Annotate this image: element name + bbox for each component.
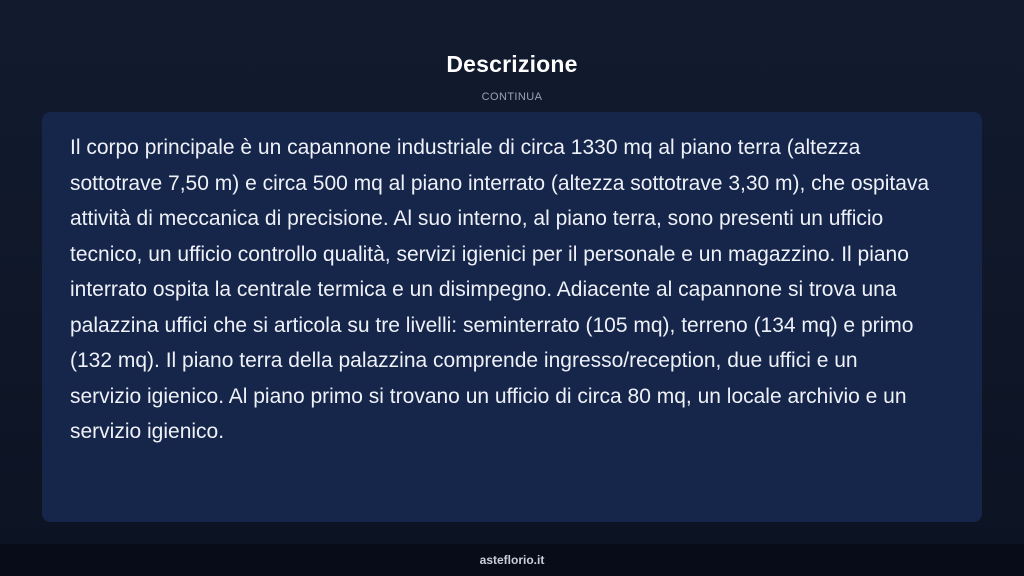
site-name: asteflorio.it xyxy=(479,553,545,567)
page-title: Descrizione xyxy=(446,51,578,77)
description-text: Il corpo principale è un capannone industriale di circa 1330 mq al piano terra (altezza sottotrave 7,50 m) e circa 500 mq al piano interrato (altezza sottotrave 3,30 m), che ospitava attività di meccanica di precisione. Al suo interno, al piano terra, sono presenti un ufficio tecnico, un ufficio controllo qualità, servizi igienici per il personale e un magazzino. Il piano interrato ospita la centrale termica e un disimpegno. Adiacente al capannone si trova una palazzina uffici che si articola su tre livelli: seminterrato (105 mq), terreno (134 mq) e primo (132 mq). Il piano terra della palazzina comprende ingresso/reception, due uffici e un servizio igienico. Al piano primo si trovano un ufficio di circa 80 mq, un locale archivio e un servizio igienico. xyxy=(70,136,930,443)
description-card xyxy=(42,112,982,522)
footer-bar xyxy=(0,544,1024,576)
continue-link[interactable]: CONTINUA xyxy=(481,91,543,103)
